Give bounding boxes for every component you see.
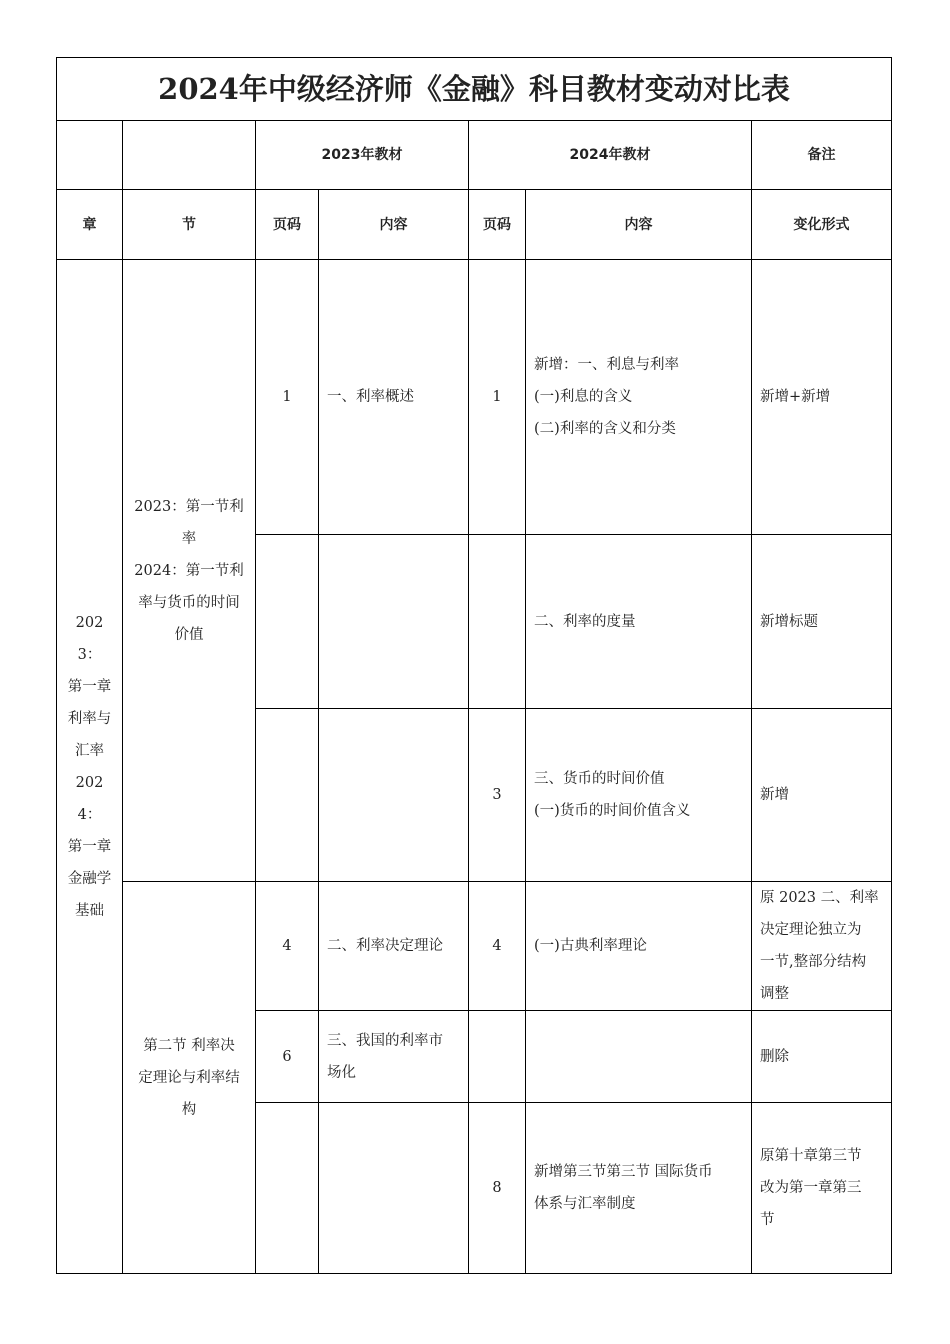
content-2023: 二、利率决定理论 <box>319 882 469 1011</box>
change-type: 删除 <box>752 1011 892 1103</box>
table-row <box>57 882 892 1011</box>
change-type: 新增 <box>752 709 892 882</box>
section-cell-1: 2023：第一节利 率 2024：第一节利 率与货币的时间 价值 <box>123 260 256 882</box>
change-type: 新增+新增 <box>752 260 892 535</box>
header-content-2024: 内容 <box>526 190 752 260</box>
page-2024: 8 <box>469 1103 526 1274</box>
header-2024-edition: 2024年教材 <box>469 121 752 190</box>
header-page-2024: 页码 <box>469 190 526 260</box>
content-2023: 三、我国的利率市 场化 <box>319 1011 469 1103</box>
page-2024 <box>469 535 526 709</box>
content-2023 <box>319 1103 469 1274</box>
section-cell-2: 第二节 利率决 定理论与利率结 构 <box>123 882 256 1274</box>
page-2023 <box>256 535 319 709</box>
page-2023: 1 <box>256 260 319 535</box>
page-2023 <box>256 709 319 882</box>
header-chapter: 章 <box>57 190 123 260</box>
page-2024: 4 <box>469 882 526 1011</box>
header-blank-chapter <box>57 121 123 190</box>
page-2024 <box>469 1011 526 1103</box>
header-change-type: 变化形式 <box>752 190 892 260</box>
header-content-2023: 内容 <box>319 190 469 260</box>
comparison-table <box>56 57 892 1274</box>
page-2023 <box>256 1103 319 1274</box>
chapter-cell: 2023： 第一章 利率与 汇率 2024： 第一章 金融学 基础 <box>57 260 123 1274</box>
page-2024: 3 <box>469 709 526 882</box>
header-section: 节 <box>123 190 256 260</box>
header-2023-edition: 2023年教材 <box>256 121 469 190</box>
change-type: 新增标题 <box>752 535 892 709</box>
header-remarks: 备注 <box>752 121 892 190</box>
change-type: 原第十章第三节 改为第一章第三 节 <box>752 1103 892 1274</box>
content-2024: 新增：一、利息与利率 (一)利息的含义 (二)利率的含义和分类 <box>526 260 752 535</box>
table-row <box>57 260 892 535</box>
page-title: 2024年中级经济师《金融》科目教材变动对比表 <box>57 58 892 121</box>
content-2024 <box>526 1011 752 1103</box>
content-2024: 新增第三节第三节 国际货币 体系与汇率制度 <box>526 1103 752 1274</box>
content-2023: 一、利率概述 <box>319 260 469 535</box>
change-type: 原 2023 二、利率 决定理论独立为 一节,整部分结构 调整 <box>752 882 892 1011</box>
header-blank-section <box>123 121 256 190</box>
page-2024: 1 <box>469 260 526 535</box>
header-page-2023: 页码 <box>256 190 319 260</box>
content-2023 <box>319 535 469 709</box>
page-2023: 6 <box>256 1011 319 1103</box>
content-2024: 二、利率的度量 <box>526 535 752 709</box>
page-2023: 4 <box>256 882 319 1011</box>
content-2024: (一)古典利率理论 <box>526 882 752 1011</box>
content-2023 <box>319 709 469 882</box>
content-2024: 三、货币的时间价值 (一)货币的时间价值含义 <box>526 709 752 882</box>
